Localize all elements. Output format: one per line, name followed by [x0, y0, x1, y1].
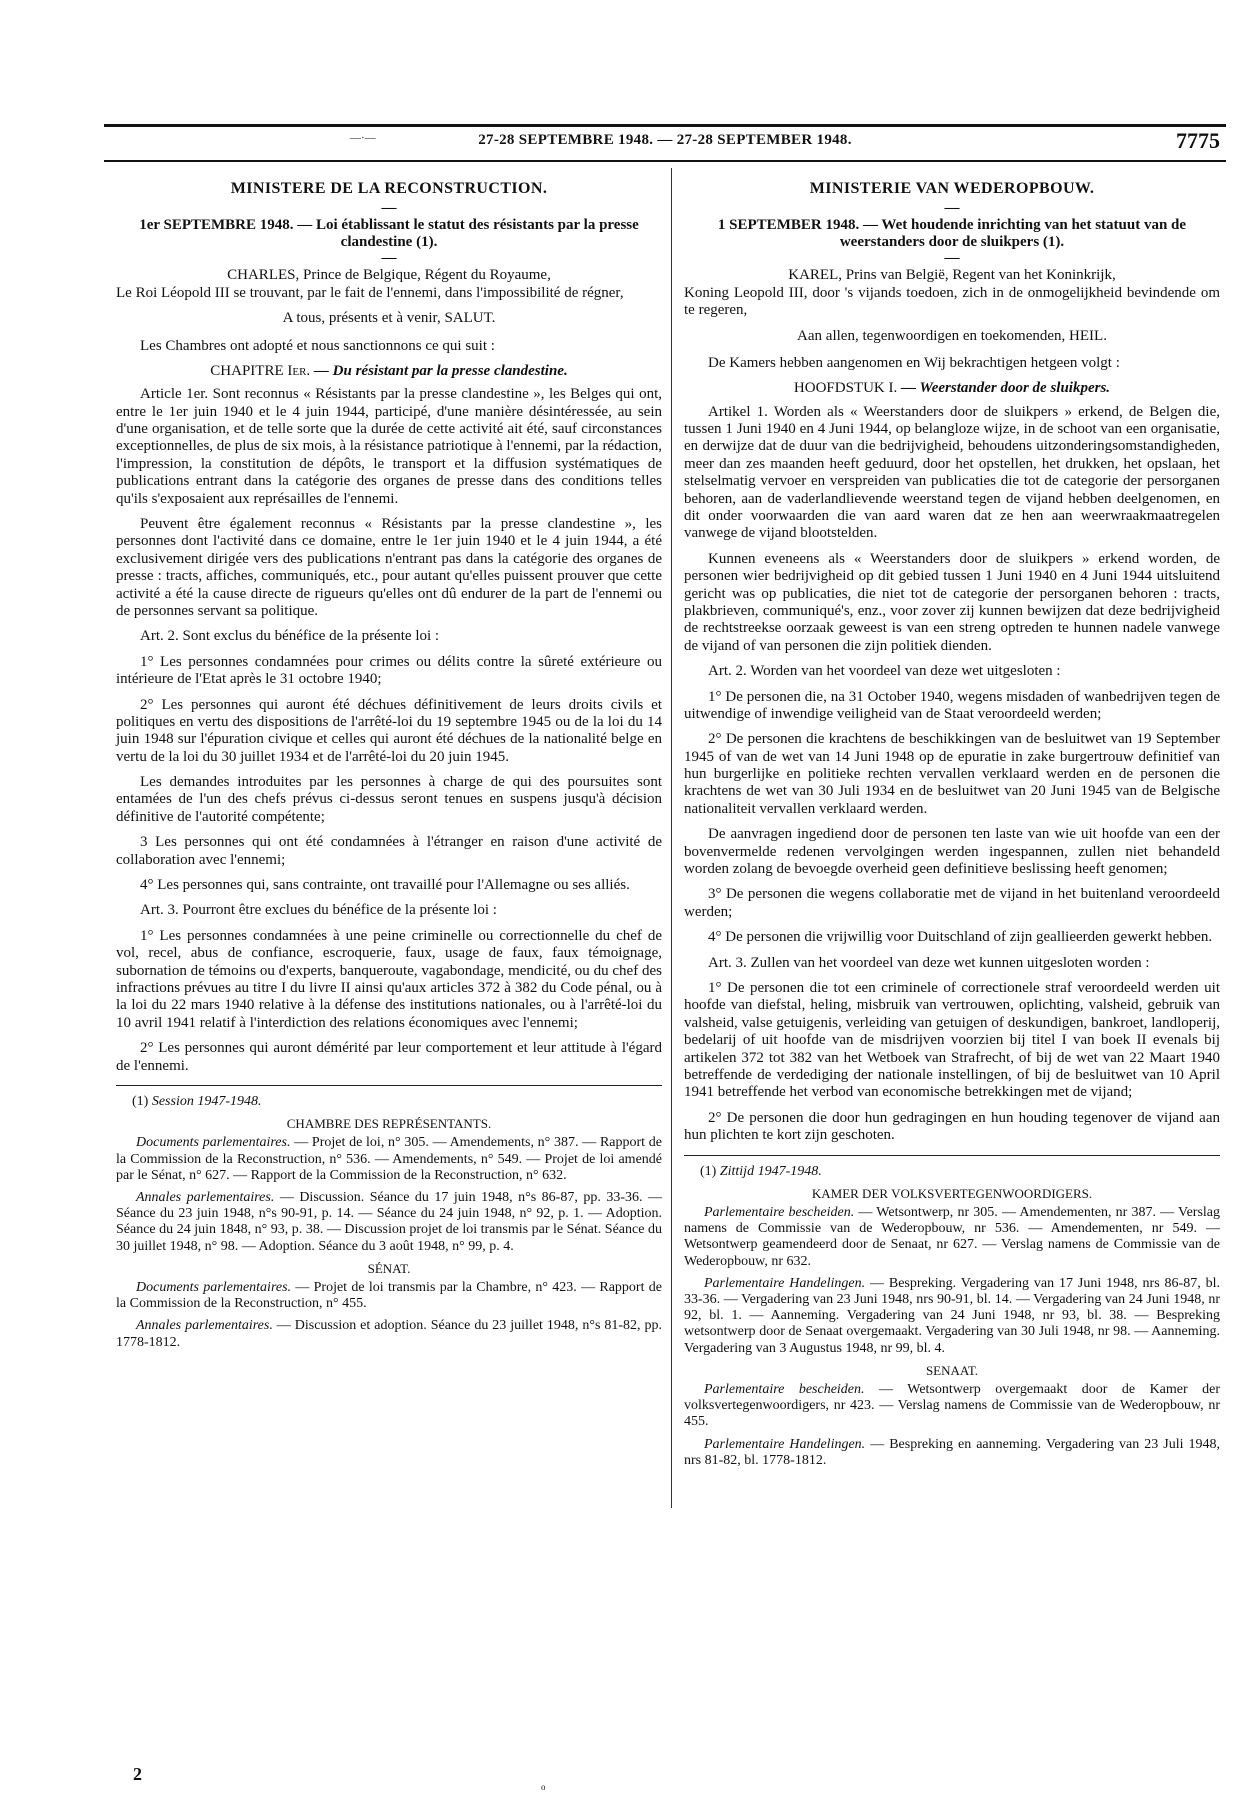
- article-2-item-3: 3 Les personnes qui ont été condamnées à l'étranger en raison d'une activité de collaboration avec l'ennemi;: [116, 834, 662, 868]
- paragraph-demandes: Les demandes introduites par les personnes à charge de qui des poursuites sont entamées de l'un des chefs prévus ci-dessus seront tenues en suspens jusqu'à décision définitive de l'autorité compétente;: [116, 774, 662, 825]
- article-1: Artikel 1. Worden als « Weerstanders door de sluikpers » erkend, de Belgen die, tussen 1 Juni 1940 en 4 Juni 1944, op belangloze wijze, in de schoot van een organisatie, en derwijze dat de duur van die bedrijvigheid, behoudens uitzonderingsomstandigheden, meer dan zes maanden heeft geduurd, door het opstellen, het drukken, het opslaan, het stelselmatig vervoer en verspreiden van publicaties die tot de categorie der persorganen behoren, aan de vaderlandlievende weerstand tegen de vijand hebben deelgenomen, en dit onder voorwaarden die van aard waren dat ze hen aan weerwraakmaatregelen vanwege de vijand blootstelden.: [684, 403, 1220, 542]
- regent-intro: CHARLES, Prince de Belgique, Régent du Royaume,: [227, 267, 551, 284]
- chapter-label: HOOFDSTUK I.: [793, 380, 898, 397]
- article-2: Art. 2. Worden van het voordeel van deze wet uitgesloten :: [708, 663, 1061, 680]
- footnote-documents: Parlementaire bescheiden. — Wetsontwerp, nr 305. — Amendementen, nr 387. — Verslag namens de Commissie van de Wederopbouw, nr 536. — Amendementen, nr 549. — Wetsontwerp geamendeerd door de Senaat, nr 627. — Verslag namens de Commissie van de Wederopbouw, nr 632.: [684, 1204, 1221, 1269]
- separator-dash: —: [944, 250, 960, 267]
- article-3: Art. 3. Zullen van het voordeel van deze wet kunnen uitgesloten worden :: [708, 954, 1150, 971]
- article-3-item-1: 1° De personen die tot een criminele of correctionele straf veroordeeld werden uit hoofde van diefstal, heling, misbruik van vertrouwen, oplichting, valsheid, gebruik van valsheid, valse getuigenis, verleiding van getuigen of deskundigen, bankroet, landloperij, bedelarij of uit hoofde van de misdrijven voorzien bij titel I van boek II evenals bij artikelen 372 tot 382 van het Wetboek van Strafrecht, of bij de wet van 22 Maart 1940 betreffende de verdediging der nationale instellingen, of bij de besluitwet van 10 April 1941 betreffende het verbod van economische betrekkingen met de vijand;: [684, 980, 1220, 1101]
- paragraph-peuvent: Peuvent être également reconnus « Résistants par la presse clandestine », les personnes dont l'activité dans ce domaine, entre le 1er juin 1940 et le 4 juin 1944, a été exclusivement dirigée vers des publications n'entrant pas dans la catégorie des organes de presse : tracts, affiches, communiqués, etc., pour autant qu'elles puissent prouver que cette activité a été la cause directe de rigueurs qu'elles ont dû endurer de la part de l'ennemi ou de personnes servant sa politique.: [116, 516, 662, 619]
- article-3-item-1: 1° Les personnes condamnées à une peine criminelle ou correctionnelle du chef de vol, recel, abus de confiance, escroquerie, faux, usage de faux, faux témoignage, subornation de témoins ou d'experts, banqueroute, vagabondage, mendicité, ou du chef des infractions prévues au titre I du livre II ainsi qu'aux articles 372 à 382 du Code pénal, ou à la loi du 22 mars 1940 relative à la défense des institutions nationales, ou à l'arrêté-loi du 10 avril 1941 relatif à l'interdiction des relations économiques avec l'ennemi;: [116, 927, 662, 1031]
- column-divider: [671, 168, 672, 1508]
- article-2-item-4: 4° De personen die vrijwillig voor Duitschland of zijn geallieerden gewerkt hebben.: [708, 929, 1213, 946]
- page-number: 7775: [1176, 128, 1220, 153]
- footnote: [116, 1094, 662, 1351]
- dutch-column: [684, 180, 1220, 1475]
- footnote-documents: Documents parlementaires. — Projet de loi, n° 305. — Amendements, n° 387. — Rapport de la Commission de la Reconstruction, n° 536. — Amendements, n° 549. — Projet de loi amendé par le Sénat, n° 627. — Rapport de la Commission de la Reconstruction, n° 632.: [116, 1135, 663, 1183]
- footnote-handelingen: Parlementaire Handelingen. — Bespreking. Vergadering van 17 Juni 1948, nrs 86-87, bl. 33-36. — Vergadering van 23 Juni 1948, nrs 90-91, bl. 14. — Vergadering van 24 Juni 1948, nr 92, bl. 1. — Aanneming. Vergadering van 24 Juni 1948, nr 93, bl. 38. — Bespreking wetsontwerp door de Senaat overgemaakt. Vergadering van 30 Juli 1948, nr 98. — Aanneming. Vergadering van 3 Augustus 1948, nr 99, bl. 4.: [684, 1275, 1220, 1356]
- paragraph-king: Koning Leopold III, door 's vijands toedoen, zich in de onmogelijkheid bevindende om te regeren,: [684, 284, 1220, 319]
- french-column: [116, 180, 662, 1357]
- article-3: Art. 3. Pourront être exclues du bénéfice de la présente loi :: [140, 902, 497, 919]
- ministry-title: MINISTERIE VAN WEDEROPBOUW.: [809, 180, 1095, 197]
- ministry-title: MINISTERE DE LA RECONSTRUCTION.: [230, 180, 548, 197]
- chapter-label: CHAPITRE Ier.: [210, 362, 311, 379]
- salutation: Aan allen, tegenwoordigen en toekomenden, HEIL.: [797, 327, 1107, 344]
- article-2-item-1: 1° Les personnes condamnées pour crimes ou délits contre la sûreté extérieure ou intérieure de l'Etat après le 31 octobre 1940;: [116, 653, 662, 688]
- chapter-heading: [116, 363, 662, 380]
- article-2-item-2: 2° Les personnes qui auront été déchues définitivement de leurs droits civils et politiques en vertu des dispositions de l'arrêté-loi du 19 septembre 1945 ou de la loi du 14 juin 1948 sur l'épuration civique et celles qui auront été déchues de la nationalité belge en vertu de la loi du 30 juillet 1934 et de l'arrêté-loi du 20 juin 1945.: [116, 696, 662, 765]
- law-title: 1er SEPTEMBRE 1948. — Loi établissant le statut des résistants par la presse clandestine (1).: [139, 216, 639, 250]
- footnote-session: (1) Session 1947-1948.: [132, 1093, 262, 1109]
- header-date-line: 27-28 SEPTEMBRE 1948. — 27-28 SEPTEMBER 1948.: [478, 132, 852, 148]
- footnote-rule: [116, 1085, 662, 1086]
- paragraph-kamers: De Kamers hebben aangenomen en Wij bekrachtigen hetgeen volgt :: [708, 354, 1120, 371]
- paragraph-chambres: Les Chambres ont adopté et nous sanctionnons ce qui suit :: [140, 337, 495, 354]
- header-bottom-rule: [104, 160, 1226, 162]
- chapter-heading: [684, 380, 1220, 397]
- article-3-item-2: 2° Les personnes qui auront démérité par leur comportement et leur attitude à l'égard de l'ennemi.: [116, 1040, 662, 1074]
- article-2-item-3: 3° De personen die wegens collaboratie met de vijand in het buitenland veroordeeld werden;: [684, 886, 1220, 920]
- footnote-chamber: KAMER DER VOLKSVERTEGENWOORDIGERS.: [811, 1185, 1093, 1201]
- separator-dash: —: [381, 199, 397, 216]
- footnote-senate-annales: Annales parlementaires. — Discussion et adoption. Séance du 23 juillet 1948, n°s 81-82, pp. 1778-1812.: [116, 1318, 662, 1350]
- footnote-senate-documents: Parlementaire bescheiden. — Wetsontwerp overgemaakt door de Kamer der volksvertegenwoordigers, nr 423. — Verslag namens de Commissie van de Wederopbouw, nr 455.: [684, 1382, 1221, 1430]
- paragraph-aanvragen: De aanvragen ingediend door de personen ten laste van wie uit hoofde van een der bovenvermelde redenen vervolgingen werden ingespannen, zullen niet behandeld worden zolang de bevoegde overheid geen definitieve beslissing heeft genomen;: [684, 826, 1220, 878]
- footer-number: 2: [133, 1764, 142, 1784]
- footnote-senate: SÉNAT.: [367, 1260, 411, 1276]
- footnote-rule: [684, 1155, 1220, 1156]
- separator-dash: —: [381, 250, 397, 267]
- chapter-title: — Du résistant par la presse clandestine.: [313, 362, 568, 379]
- bottom-mark: o: [541, 1782, 546, 1792]
- article-2-item-1: 1° De personen die, na 31 October 1940, wegens misdaden of wanbedrijven tegen de uitwendige of inwendige veiligheid van de Staat veroordeeld werden;: [684, 688, 1220, 722]
- salutation: A tous, présents et à venir, SALUT.: [282, 310, 496, 327]
- article-2-item-2: 2° De personen die krachtens de beschikkingen van de besluitwet van 19 September 1945 of van de wet van 14 Juni 1948 op de epuratie in zake burgertrouw definitief van hun burgerlijke en politieke rechten vervallen verklaard werden en de personen die krachtens de wet van 30 Juli 1934 en de besluitwet van 20 Juni 1945 van de Belgische nationaliteit vervallen verklaard werden.: [684, 731, 1220, 817]
- article-3-item-2: 2° De personen die door hun gedragingen en hun houding tegenover de vijand aan hun plichten te kort zijn geschoten.: [684, 1109, 1220, 1144]
- footnote-senate-handelingen: Parlementaire Handelingen. — Bespreking en aanneming. Vergadering van 23 Juli 1948, nrs 81-82, bl. 1778-1812.: [684, 1436, 1221, 1468]
- article-1: Article 1er. Sont reconnus « Résistants par la presse clandestine », les Belges qui ont, entre le 1er juin 1940 et le 4 juin 1944, participé, d'une manière désintéressée, au sein d'une organisation, et de telle sorte que la durée de cette activité ait été, sauf circonstances exceptionnelles, de plus de six mois, à la résistance patriotique à l'ennemi, par la rédaction, l'impression, la constitution de dépôts, le transport et la diffusion systématiques de publications entrant dans la catégorie des organes de presse dans des conditions telles qu'ils s'exposaient aux représailles de l'ennemi.: [116, 386, 662, 507]
- law-title: 1 SEPTEMBER 1948. — Wet houdende inrichting van het statuut van de weerstanders door de sluikpers (1).: [717, 216, 1187, 250]
- chapter-title: — Weerstander door de sluikpers.: [901, 380, 1111, 397]
- footnote-senate: SENAAT.: [925, 1362, 979, 1378]
- paragraph-kunnen: Kunnen eveneens als « Weerstanders door de sluikpers » erkend worden, de personen wier bedrijvigheid op dit gebied tussen 1 Juni 1940 en 4 Juni 1944 uitsluitend gericht was op publicaties, die niet tot de categorie der persorganen behoren : tracts, plakbrieven, communiqué's, enz., voor zover zij kunnen bewijzen dat deze bedrijvigheid de rechtstreekse oorzaak geweest is van een streng optreden te hunnen nadele vanwege de vijand of van personen die zijn politiek dienden.: [684, 550, 1220, 654]
- footnote: [684, 1164, 1220, 1470]
- paragraph-king: Le Roi Léopold III se trouvant, par le fait de l'ennemi, dans l'impossibilité de régner,: [116, 284, 624, 301]
- separator-dash: —: [944, 199, 960, 216]
- footnote-chamber: CHAMBRE DES REPRÉSENTANTS.: [286, 1116, 492, 1132]
- article-2-item-4: 4° Les personnes qui, sans contrainte, ont travaillé pour l'Allemagne ou ses alliés.: [140, 877, 630, 894]
- article-2: Art. 2. Sont exclus du bénéfice de la présente loi :: [140, 628, 440, 645]
- footnote-senate-documents: Documents parlementaires. — Projet de loi transmis par la Chambre, n° 423. — Rapport de la Commission de la Reconstruction, n° 455.: [116, 1279, 662, 1312]
- footnote-session: (1) Zittijd 1947-1948.: [700, 1163, 822, 1179]
- footnote-annales: Annales parlementaires. — Discussion. Séance du 17 juin 1948, n°s 86-87, pp. 33-36. — Séance du 23 juin 1948, n°s 90-91, p. 14. — Séance du 24 juin 1948, n° 92, p. 1. — Adoption. Séance du 24 juin 1848, n° 93, p. 38. — Discussion projet de loi transmis par le Sénat. Séance du 30 juillet 1948, n° 98. — Adoption. Séance du 3 août 1948, n° 99, p. 4.: [116, 1189, 662, 1254]
- regent-intro: KAREL, Prins van België, Regent van het Koninkrijk,: [788, 267, 1116, 284]
- header-top-rule: [104, 124, 1226, 127]
- header-mark: —·—: [350, 132, 376, 144]
